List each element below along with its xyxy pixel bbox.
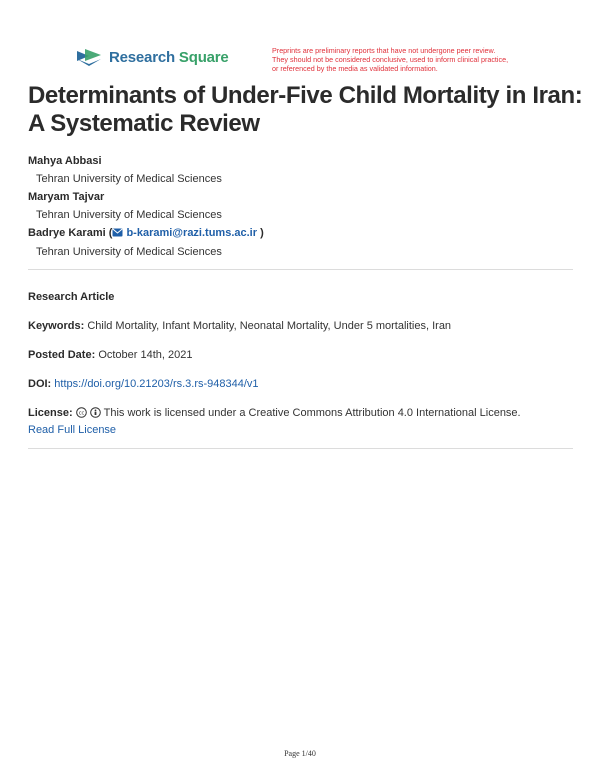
disclaimer-line: or referenced by the media as validated information.: [272, 64, 438, 73]
email-paren-close: ): [257, 227, 264, 239]
disclaimer-line: Preprints are preliminary reports that have not undergone peer review.: [272, 46, 496, 55]
research-square-logo: [75, 47, 229, 67]
page-number: Page 1/40: [284, 749, 316, 758]
author-entry: [28, 224, 568, 243]
doi-link[interactable]: https://doi.org/10.21203/rs.3.rs-948344/v1: [54, 378, 259, 390]
author-affiliation: Tehran University of Medical Sciences: [36, 209, 222, 221]
logo-brand-accent: Square: [178, 48, 229, 66]
posted-date-label: Posted Date:: [28, 349, 96, 361]
logo-text: [109, 49, 229, 66]
article-type-label: Research Article: [28, 291, 115, 303]
doi-row: [28, 377, 588, 392]
research-square-logo-icon: [75, 47, 103, 67]
email-paren-open: (: [108, 227, 113, 239]
mail-icon: [112, 225, 123, 243]
license-row: [28, 406, 588, 438]
keywords-value: Child Mortality, Infant Mortality, Neonatal Mortality, Under 5 mortalities, Iran: [87, 320, 452, 332]
read-full-license-link[interactable]: Read Full License: [28, 424, 117, 436]
article-type: [28, 290, 588, 305]
keywords-row: [28, 319, 588, 334]
license-text: This work is licensed under a Creative Commons Attribution 4.0 International License.: [103, 407, 521, 419]
doi-label: DOI:: [28, 378, 52, 390]
posted-date-value: October 14th, 2021: [98, 349, 193, 361]
author-affiliation: Tehran University of Medical Sciences: [36, 173, 222, 185]
preprint-disclaimer: [272, 46, 542, 73]
author-email-link[interactable]: b-karami@razi.tums.ac.ir: [126, 227, 258, 239]
paper-title: Determinants of Under-Five Child Mortality in Iran: A Systematic Review: [28, 82, 583, 137]
author-name: Mahya Abbasi: [28, 155, 102, 167]
author-name: Badrye Karami: [28, 227, 106, 239]
license-label: License:: [28, 407, 73, 419]
logo-brand: Research: [109, 48, 175, 66]
author-name: Maryam Tajvar: [28, 191, 105, 203]
posted-date-row: [28, 348, 588, 363]
author-affiliation: Tehran University of Medical Sciences: [36, 246, 222, 258]
author-list: [28, 152, 568, 261]
disclaimer-line: They should not be considered conclusive, used to inform clinical practice,: [272, 55, 509, 64]
divider: [28, 269, 573, 270]
divider: [28, 448, 573, 449]
attribution-icon: [90, 407, 101, 423]
cc-icon: [76, 407, 87, 423]
keywords-label: Keywords:: [28, 320, 85, 332]
svg-text:cc: cc: [78, 410, 84, 417]
